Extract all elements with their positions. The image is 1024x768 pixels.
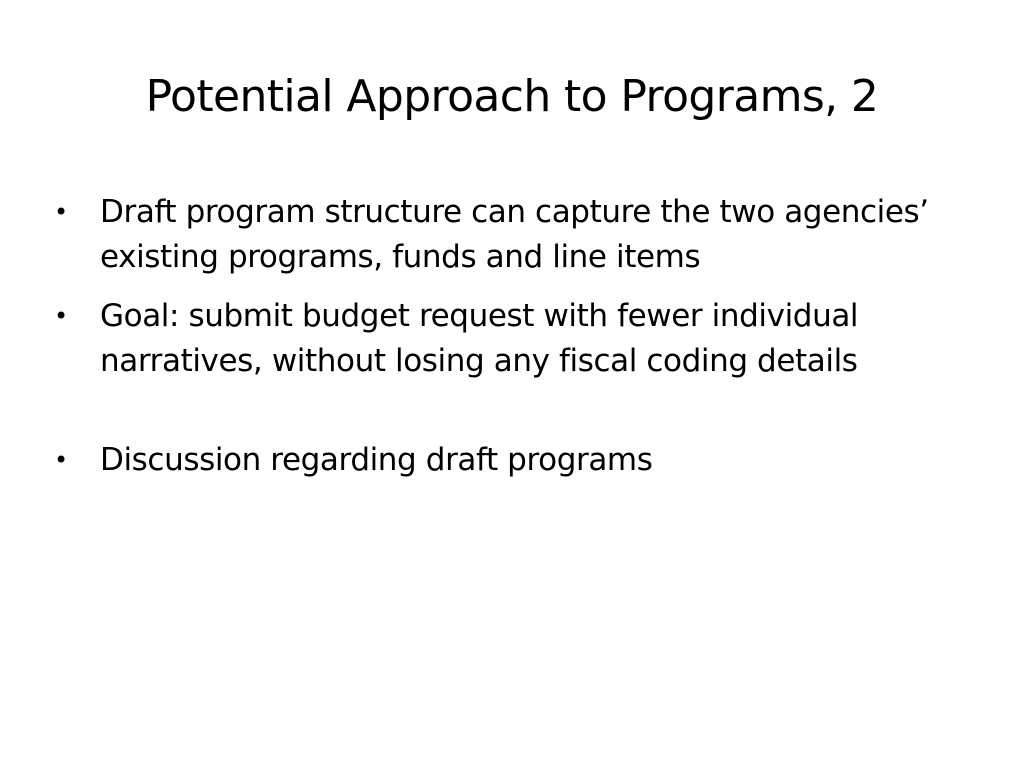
bullet-item [52,294,992,384]
bullet-icon: • [54,198,68,226]
slide-title: Potential Approach to Programs, 2 [145,71,879,122]
bullet-icon: • [54,302,68,330]
bullet-text: Draft program structure can capture the two agencies’ existing programs, funds and line items [100,194,929,275]
bullet-text: Goal: submit budget request with fewer individual narratives, without losing any fiscal coding details [100,298,859,379]
bullet-icon: • [54,446,68,474]
bullet-item [52,438,992,483]
bullet-list [52,190,992,497]
bullet-item [52,190,992,280]
bullet-text: Discussion regarding draft programs [100,442,653,478]
